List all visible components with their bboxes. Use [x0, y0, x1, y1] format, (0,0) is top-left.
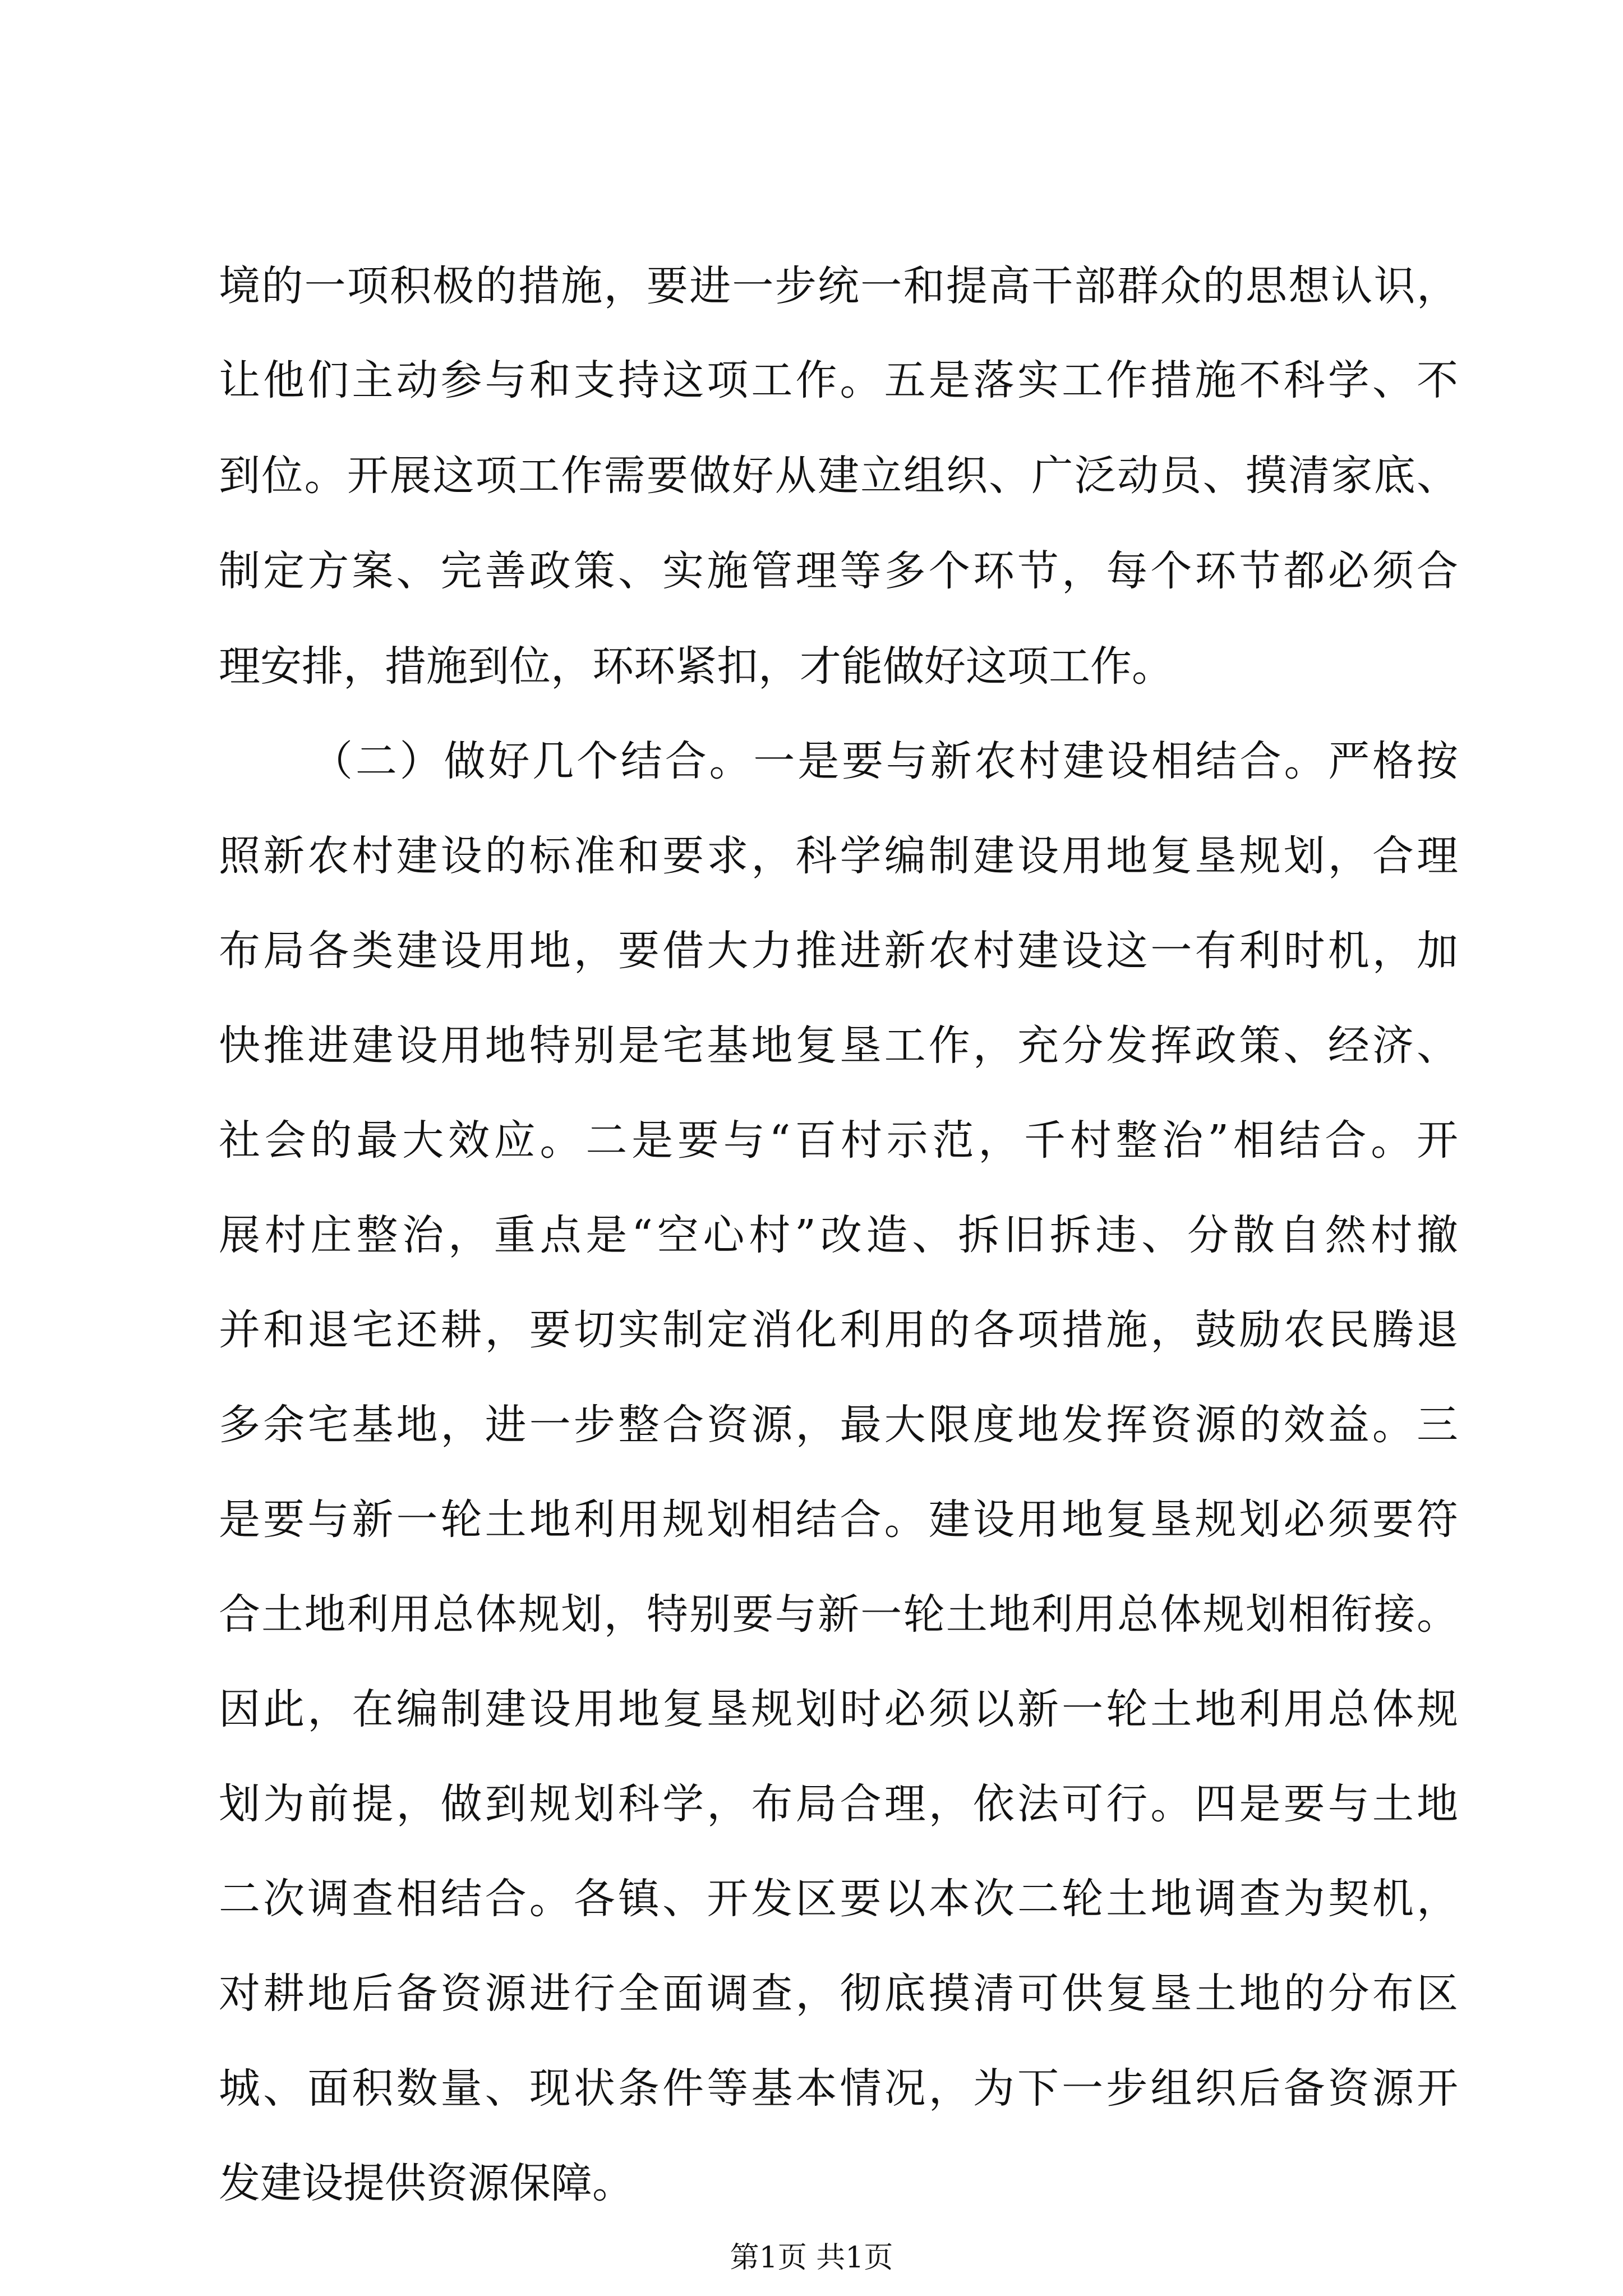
- text-line: 合土地利用总体规划，特别要与新一轮土地利用总体规划相衔接。: [219, 1590, 1458, 1639]
- text-line: 因此，在编制建设用地复垦规划时必须以新一轮土地利用总体规: [219, 1685, 1458, 1733]
- text-line: 让他们主动参与和支持这项工作。五是落实工作措施不科学、不: [219, 356, 1458, 404]
- text-line: （二）做好几个结合。一是要与新农村建设相结合。严格按: [311, 737, 1458, 785]
- text-line: 发建设提供资源保障。: [219, 2159, 634, 2207]
- text-line: 多余宅基地，进一步整合资源，最大限度地发挥资源的效益。三: [219, 1401, 1458, 1449]
- text-line: 城、面积数量、现状条件等基本情况，为下一步组织后备资源开: [219, 2064, 1458, 2113]
- text-line: 划为前提，做到规划科学，布局合理，依法可行。四是要与土地: [219, 1780, 1458, 1828]
- text-line: 社会的最大效应。二是要与“百村示范，千村整治”相结合。开: [219, 1116, 1458, 1165]
- page-footer: 第1页 共1页: [730, 2241, 893, 2275]
- text-line: 展村庄整治，重点是“空心村”改造、拆旧拆违、分散自然村撤: [219, 1211, 1458, 1259]
- text-line: 理安排，措施到位，环环紧扣，才能做好这项工作。: [219, 642, 1173, 691]
- text-line: 二次调查相结合。各镇、开发区要以本次二轮土地调查为契机，: [219, 1875, 1458, 1923]
- text-line: 快推进建设用地特别是宅基地复垦工作，充分发挥政策、经济、: [219, 1022, 1458, 1070]
- text-line: 制定方案、完善政策、实施管理等多个环节，每个环节都必须合: [219, 547, 1458, 595]
- text-line: 照新农村建设的标准和要求，科学编制建设用地复垦规划，合理: [219, 832, 1458, 880]
- text-line: 布局各类建设用地，要借大力推进新农村建设这一有利时机，加: [219, 927, 1458, 975]
- text-line: 对耕地后备资源进行全面调查，彻底摸清可供复垦土地的分布区: [219, 1970, 1458, 2018]
- text-line: 是要与新一轮土地利用规划相结合。建设用地复垦规划必须要符: [219, 1496, 1458, 1544]
- text-line: 到位。开展这项工作需要做好从建立组织、广泛动员、摸清家底、: [219, 452, 1458, 500]
- text-line: 境的一项积极的措施，要进一步统一和提高干部群众的思想认识，: [219, 262, 1458, 310]
- text-line: 并和退宅还耕，要切实制定消化利用的各项措施，鼓励农民腾退: [219, 1306, 1458, 1354]
